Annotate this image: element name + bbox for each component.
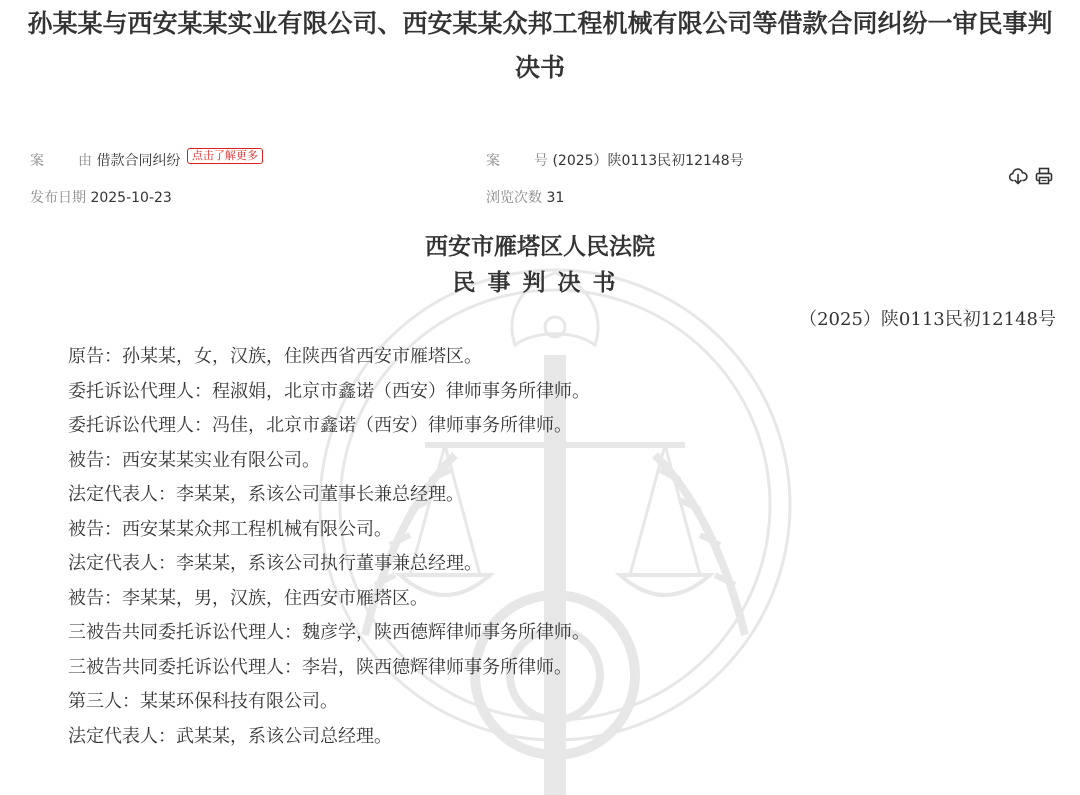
view-count-label: 浏览次数: [486, 190, 542, 206]
document-toolbar: [1008, 166, 1054, 186]
view-count-row: [486, 188, 564, 208]
publish-date-label: 发布日期: [30, 190, 86, 206]
party-line: 法定代表人：武某某，系该公司总经理。: [68, 725, 392, 747]
party-line: 三被告共同委托诉讼代理人：魏彦学，陕西德辉律师事务所律师。: [68, 622, 590, 643]
party-line: 三被告共同委托诉讼代理人：李岩，陕西德辉律师事务所律师。: [68, 656, 572, 678]
party-line: 被告：西安某某实业有限公司。: [68, 449, 320, 471]
party-line: 法定代表人：李某某，系该公司董事长兼总经理。: [68, 484, 464, 505]
party-list: [68, 340, 1048, 754]
view-count-value: 31: [546, 190, 565, 206]
party-line: 委托诉讼代理人：冯佳，北京市鑫诺（西安）律师事务所律师。: [68, 415, 572, 436]
party-line: 被告：西安某某众邦工程机械有限公司。: [68, 518, 392, 540]
party-line: 法定代表人：李某某，系该公司执行董事兼总经理。: [68, 553, 482, 574]
document-type: 民事判决书: [452, 270, 628, 296]
cloud-download-icon[interactable]: [1008, 166, 1028, 186]
printer-icon[interactable]: [1034, 166, 1054, 186]
case-cause-label: 案 由: [30, 153, 92, 169]
publish-date-value: 2025-10-23: [90, 190, 172, 206]
party-line: 被告：李某某，男，汉族，住西安市雁塔区。: [68, 587, 428, 609]
case-number-row: [486, 151, 744, 171]
case-number-label: 案 号: [486, 153, 548, 169]
document-title: 孙某某与西安某某实业有限公司、西安某某众邦工程机械有限公司等借款合同纠纷一审民事判决书: [27, 9, 1053, 82]
party-line: 原告：孙某某，女，汉族，住陕西省西安市雁塔区。: [68, 346, 482, 367]
case-number-value: (2025）陕0113民初12148号: [552, 153, 744, 169]
court-name: 西安市雁塔区人民法院: [425, 234, 655, 260]
publish-date-row: [30, 188, 172, 208]
learn-more-button[interactable]: 点击了解更多: [187, 148, 263, 164]
party-line: 第三人：某某环保科技有限公司。: [68, 691, 338, 712]
case-cause-value: 借款合同纠纷: [96, 153, 181, 169]
party-line: 委托诉讼代理人：程淑娟，北京市鑫诺（西安）律师事务所律师。: [68, 380, 590, 402]
body-case-number: （2025）陕0113民初12148号: [799, 309, 1056, 330]
case-cause-row: [30, 151, 263, 171]
